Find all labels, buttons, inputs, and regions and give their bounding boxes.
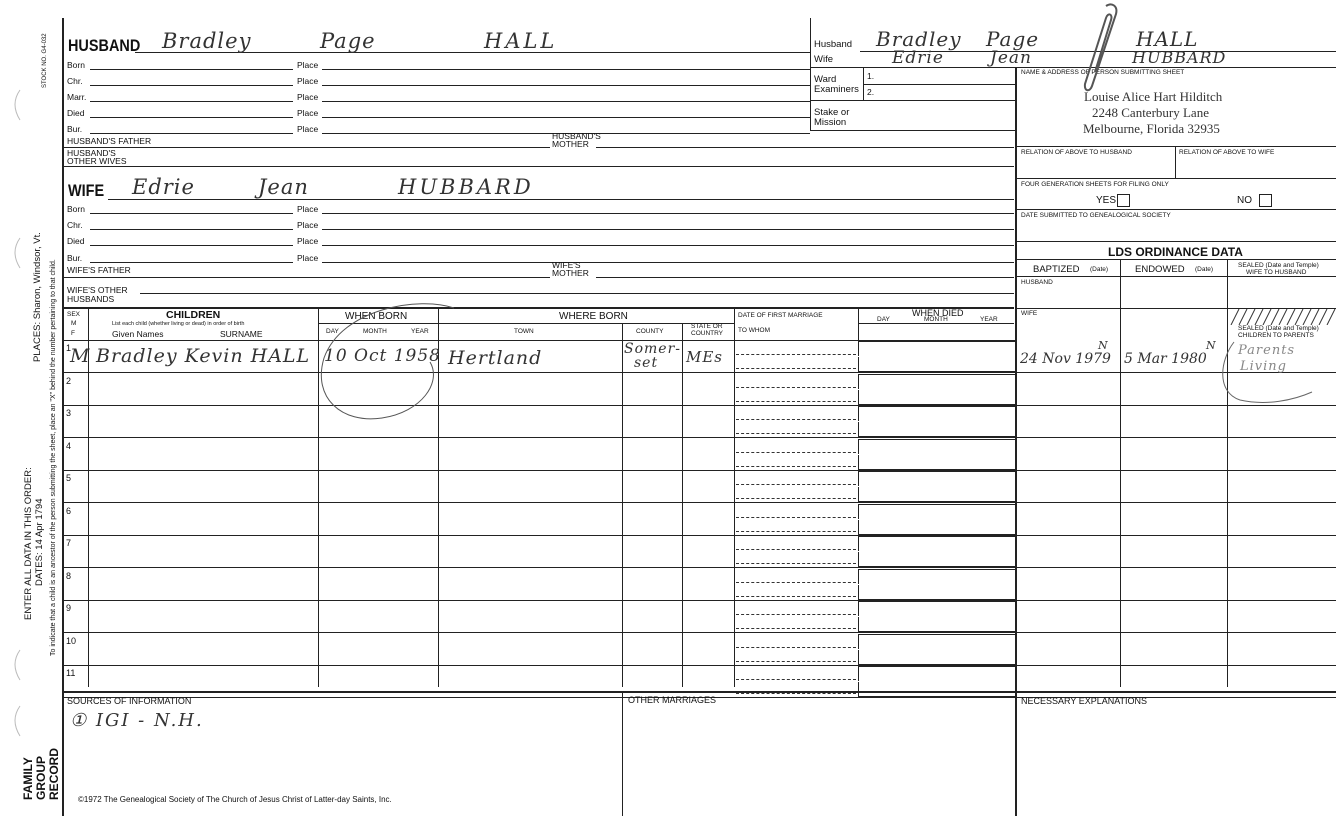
- child-row-line: [62, 437, 1336, 438]
- circle-annotation-icon: [312, 300, 472, 430]
- died-month-label: MONTH: [924, 316, 948, 323]
- to-whom-dash[interactable]: [736, 531, 856, 532]
- child-row-number: 7: [66, 538, 72, 548]
- when-died-bracket[interactable]: [858, 569, 1015, 584]
- wife-given-name[interactable]: Edrie: [132, 175, 195, 199]
- paper-clip-icon: [1082, 2, 1122, 94]
- submitter-label: NAME & ADDRESS OF PERSON SUBMITTING SHEET: [1021, 69, 1185, 76]
- child-row-line: [62, 502, 1336, 503]
- husband-father-label: HUSBAND'S FATHER: [67, 136, 152, 146]
- wife-born-place-label: Place: [297, 204, 319, 214]
- wife-died-date-line[interactable]: [90, 245, 293, 246]
- husband-marr-label: Marr.: [67, 92, 87, 102]
- child-row-line: [62, 372, 1336, 373]
- first-marriage-dash[interactable]: [736, 679, 856, 680]
- when-died-bracket-lower[interactable]: [858, 617, 1015, 632]
- husband-bur-place-label: Place: [297, 124, 319, 134]
- when-died-bracket-lower[interactable]: [858, 390, 1015, 405]
- child-1-endowed-mark: N: [1206, 339, 1217, 352]
- to-whom-dash[interactable]: [736, 498, 856, 499]
- first-marriage-dash[interactable]: [736, 517, 856, 518]
- when-died-bracket[interactable]: [858, 406, 1015, 421]
- wife-name-line: [108, 199, 1014, 200]
- wife-heading: WIFE: [68, 181, 105, 200]
- bracket-annotation-icon: [1212, 340, 1322, 410]
- ancestor-instruction: To indicate that a child is an ancestor of the person submitting the sheet, place an "X" behind the number pertaining to that child.: [50, 259, 57, 656]
- child-row-line: [62, 632, 1336, 633]
- sex-m-label: M: [71, 320, 77, 327]
- four-gen-label: FOUR GENERATION SHEETS FOR FILING ONLY: [1021, 181, 1169, 188]
- child-1-baptized[interactable]: 24 Nov 1979: [1020, 351, 1111, 367]
- date-submitted-bottom-line: [1015, 241, 1336, 242]
- town-label: TOWN: [514, 328, 534, 335]
- when-died-bracket-lower[interactable]: [858, 552, 1015, 567]
- child-row-number: 2: [66, 376, 72, 386]
- four-gen-bottom-line: [1015, 209, 1336, 210]
- husband-middle-name[interactable]: Page: [320, 29, 376, 53]
- husband-mother-label-1: HUSBAND'S: [552, 131, 601, 141]
- to-whom-dash[interactable]: [736, 466, 856, 467]
- header-right-divider: [810, 18, 811, 130]
- lds-header-line: [1015, 276, 1336, 277]
- surname-label: SURNAME: [220, 329, 263, 339]
- when-died-bracket-lower[interactable]: [858, 682, 1015, 697]
- stock-number: STOCK NO. G4-032: [42, 33, 48, 88]
- child-row-line: [62, 600, 1336, 601]
- husband-other-wives-line[interactable]: [62, 166, 1014, 167]
- born-day-label: DAY: [326, 328, 339, 335]
- to-whom-dash[interactable]: [736, 368, 856, 369]
- husband-chr-place-label: Place: [297, 76, 319, 86]
- lds-husband-row-label: HUSBAND: [1021, 279, 1053, 286]
- when-died-bracket[interactable]: [858, 601, 1015, 616]
- wife-other-husbands-label-2: HUSBANDS: [67, 294, 115, 304]
- husband-chr-place-line[interactable]: [322, 85, 810, 86]
- children-instructions: List each child (whether living or dead) in order of birth: [112, 321, 245, 327]
- wife-bur-date-line[interactable]: [90, 262, 293, 263]
- husband-chr-label: Chr.: [67, 76, 83, 86]
- no-label: NO: [1237, 195, 1252, 206]
- child-row-number: 8: [66, 571, 72, 581]
- yes-checkbox[interactable]: [1117, 194, 1130, 207]
- stake-bottom-line: [810, 130, 1015, 131]
- examiners-label: Examiners: [814, 84, 859, 95]
- baptized-date-label: (Date): [1090, 266, 1109, 273]
- child-1-name[interactable]: Bradley Kevin HALL: [96, 345, 311, 367]
- husband-bur-date-line[interactable]: [90, 133, 293, 134]
- yes-label: YES: [1096, 195, 1117, 206]
- when-died-bracket[interactable]: [858, 504, 1015, 519]
- wife-other-husbands-line[interactable]: [140, 293, 1014, 294]
- first-marriage-dash[interactable]: [736, 647, 856, 648]
- hr-husband-label: Husband: [814, 39, 853, 50]
- wife-died-place-label: Place: [297, 236, 319, 246]
- died-year-label: YEAR: [980, 316, 998, 323]
- endowed-date-label: (Date): [1195, 266, 1214, 273]
- child-row-number: 1: [66, 343, 72, 353]
- sex-label: SEX: [67, 311, 81, 318]
- relation-wife-label: RELATION OF ABOVE TO WIFE: [1179, 149, 1275, 156]
- husband-marr-date-line[interactable]: [90, 101, 293, 102]
- to-whom-dash[interactable]: [736, 693, 856, 694]
- child-row-number: 9: [66, 603, 72, 613]
- wife-bur-label: Bur.: [67, 253, 83, 263]
- first-marriage-label: DATE OF FIRST MARRIAGE: [738, 312, 823, 319]
- sealed-wife-label-1: SEALED (Date and Temple): [1238, 262, 1319, 269]
- no-checkbox[interactable]: [1259, 194, 1272, 207]
- husband-surname[interactable]: HALL: [484, 29, 558, 53]
- child-row-line: [62, 535, 1336, 536]
- wife-mother-label-2: MOTHER: [552, 268, 589, 278]
- col-divider-died-header: [858, 307, 859, 340]
- relation-bottom-line: [1015, 178, 1336, 179]
- wife-mother-line[interactable]: [596, 277, 1014, 278]
- relation-husband-label: RELATION OF ABOVE TO HUSBAND: [1021, 149, 1132, 156]
- child-1-sealed-1[interactable]: Parents: [1238, 343, 1296, 358]
- first-marriage-dash[interactable]: [736, 452, 856, 453]
- when-died-bracket-lower[interactable]: [858, 487, 1015, 502]
- children-title: CHILDREN: [166, 309, 221, 321]
- husband-given-name[interactable]: Bradley: [162, 29, 252, 53]
- child-1-born[interactable]: 10 Oct 1958: [324, 346, 441, 366]
- wife-mother-label-1: WIFE'S: [552, 260, 581, 270]
- wife-father-line[interactable]: [62, 277, 550, 278]
- first-marriage-dash[interactable]: [736, 354, 856, 355]
- first-marriage-dash[interactable]: [736, 582, 856, 583]
- wife-chr-label: Chr.: [67, 220, 83, 230]
- wife-middle-name[interactable]: Jean: [258, 175, 309, 199]
- child-row-line: [62, 665, 1336, 666]
- when-died-bracket-lower[interactable]: [858, 585, 1015, 600]
- order-instruction: ENTER ALL DATA IN THIS ORDER:: [23, 467, 34, 620]
- child-row-number: 3: [66, 408, 72, 418]
- child-1-baptized-mark: N: [1098, 339, 1109, 352]
- to-whom-dash[interactable]: [736, 661, 856, 662]
- col-divider-state: [734, 307, 735, 687]
- first-marriage-dash[interactable]: [736, 419, 856, 420]
- where-born-label: WHERE BORN: [559, 311, 628, 322]
- when-died-bracket[interactable]: [858, 374, 1015, 389]
- to-whom-dash[interactable]: [736, 563, 856, 564]
- child-1-county-2[interactable]: set: [634, 355, 659, 371]
- husband-mother-line[interactable]: [596, 147, 1014, 148]
- hr-husband-given[interactable]: Bradley: [876, 27, 962, 51]
- died-day-label: DAY: [877, 316, 890, 323]
- child-row-line: [62, 567, 1336, 568]
- submitter-street[interactable]: 2248 Canterbury Lane: [1092, 105, 1209, 120]
- first-marriage-dash[interactable]: [736, 614, 856, 615]
- when-died-bracket[interactable]: [858, 666, 1015, 681]
- husband-other-wives-label-1: HUSBAND'S: [67, 148, 116, 158]
- husband-died-place-line[interactable]: [322, 117, 810, 118]
- form-title-group: GROUP: [34, 755, 48, 800]
- form-title-family: FAMILY: [21, 757, 35, 800]
- hr-wife-middle[interactable]: Jean: [990, 48, 1032, 68]
- child-row-number: 5: [66, 473, 72, 483]
- when-died-bracket-lower[interactable]: [858, 455, 1015, 470]
- copyright-notice: ©1972 The Genealogical Society of The Church of Jesus Christ of Latter-day Saints, Inc.: [78, 795, 392, 804]
- husband-born-place-label: Place: [297, 60, 319, 70]
- wife-died-place-line[interactable]: [322, 245, 1014, 246]
- examiner-1[interactable]: 1.: [867, 71, 875, 81]
- when-died-bracket[interactable]: [858, 471, 1015, 486]
- husband-died-date-line[interactable]: [90, 117, 293, 118]
- when-died-bracket[interactable]: [858, 634, 1015, 649]
- lds-wife-row-label: WIFE: [1021, 310, 1038, 317]
- examiner-2[interactable]: 2.: [867, 87, 875, 97]
- wife-father-label: WIFE'S FATHER: [67, 265, 131, 275]
- when-died-bracket-lower[interactable]: [858, 520, 1015, 535]
- child-row-number: 4: [66, 441, 72, 451]
- husband-marr-place-label: Place: [297, 92, 319, 102]
- husband-born-date-line[interactable]: [90, 69, 293, 70]
- mission-label: Mission: [814, 117, 847, 128]
- husband-born-place-line[interactable]: [322, 69, 810, 70]
- wife-chr-place-label: Place: [297, 220, 319, 230]
- sealed-children-label-1: SEALED (Date and Temple): [1238, 325, 1319, 332]
- wife-other-husbands-label-1: WIFE'S OTHER: [67, 285, 128, 295]
- state-label-2: COUNTRY: [691, 330, 724, 337]
- born-year-label: YEAR: [411, 328, 429, 335]
- source-entry-1[interactable]: ① IGI - N.H.: [70, 710, 204, 731]
- endowed-label: ENDOWED: [1135, 264, 1185, 275]
- child-row-line: [62, 405, 1336, 406]
- when-born-label: WHEN BORN: [345, 311, 408, 322]
- footer-divider: [622, 691, 623, 816]
- when-died-bracket[interactable]: [858, 341, 1015, 356]
- where-born-subline: [438, 323, 734, 324]
- wife-bur-place-label: Place: [297, 253, 319, 263]
- other-marriages-label: OTHER MARRIAGES: [628, 695, 717, 705]
- explanations-label: NECESSARY EXPLANATIONS: [1021, 696, 1148, 706]
- hr-wife-label: Wife: [814, 54, 833, 65]
- child-1-sealed-2[interactable]: Living: [1240, 359, 1287, 374]
- sealed-hatch-pattern: [1229, 309, 1336, 325]
- when-died-bracket[interactable]: [858, 536, 1015, 551]
- when-died-bracket-lower[interactable]: [858, 650, 1015, 665]
- wife-born-place-line[interactable]: [322, 213, 1014, 214]
- hr-wife-given[interactable]: Edrie: [892, 48, 944, 68]
- examiner-1-line: [863, 84, 1015, 85]
- wife-surname[interactable]: HUBBARD: [398, 175, 534, 199]
- punch-hole-marks: [8, 88, 22, 788]
- to-whom-dash[interactable]: [736, 433, 856, 434]
- hr-wife-surname[interactable]: HUBBARD: [1132, 48, 1227, 67]
- child-row-number: 11: [66, 668, 76, 678]
- child-1-sex[interactable]: M: [70, 345, 91, 367]
- dates-instruction: DATES: 14 Apr 1794: [34, 498, 45, 586]
- right-panel-border: [1015, 67, 1017, 816]
- child-row-number: 10: [66, 636, 77, 646]
- husband-heading: HUSBAND: [68, 36, 141, 55]
- date-submitted-label: DATE SUBMITTED TO GENEALOGICAL SOCIETY: [1021, 212, 1171, 219]
- to-whom-dash[interactable]: [736, 596, 856, 597]
- husband-other-wives-label-2: OTHER WIVES: [67, 156, 127, 166]
- husband-died-place-label: Place: [297, 108, 319, 118]
- when-died-bracket[interactable]: [858, 439, 1015, 454]
- lds-title-line: [1015, 259, 1336, 260]
- sealed-wife-label-2: WIFE TO HUSBAND: [1246, 269, 1307, 276]
- first-marriage-dash[interactable]: [736, 484, 856, 485]
- first-marriage-dash[interactable]: [736, 549, 856, 550]
- stake-label: Stake or: [814, 107, 850, 118]
- husband-chr-date-line[interactable]: [90, 85, 293, 86]
- husband-died-label: Died: [67, 108, 85, 118]
- child-row-line: [62, 470, 1336, 471]
- born-month-label: MONTH: [363, 328, 387, 335]
- relation-divider: [1175, 146, 1176, 178]
- submitter-city[interactable]: Melbourne, Florida 32935: [1083, 121, 1220, 136]
- to-whom-label: TO WHOM: [738, 327, 771, 334]
- to-whom-dash[interactable]: [736, 401, 856, 402]
- lds-title: LDS ORDINANCE DATA: [1108, 245, 1243, 259]
- husband-marr-place-line[interactable]: [322, 101, 810, 102]
- child-1-state[interactable]: MEs: [686, 348, 724, 366]
- state-label-1: STATE OR: [691, 323, 723, 330]
- places-instruction: PLACES: Sharon, Windsor, Vt.: [32, 232, 43, 362]
- hr-wife-line: [810, 67, 1336, 68]
- husband-born-label: Born: [67, 60, 85, 70]
- husband-father-line[interactable]: [62, 147, 550, 148]
- sources-label: SOURCES OF INFORMATION: [67, 696, 192, 706]
- submitter-name[interactable]: Louise Alice Hart Hilditch: [1084, 89, 1223, 104]
- first-marriage-dash[interactable]: [736, 387, 856, 388]
- when-died-subline: [858, 323, 1014, 324]
- wife-died-label: Died: [67, 236, 85, 246]
- wife-born-date-line[interactable]: [90, 213, 293, 214]
- wife-born-label: Born: [67, 204, 85, 214]
- wife-chr-place-line[interactable]: [322, 229, 1014, 230]
- child-1-county-1[interactable]: Somer-: [624, 341, 682, 357]
- form-title-record: RECORD: [47, 747, 61, 800]
- child-1-endowed[interactable]: 5 Mar 1980: [1124, 351, 1207, 367]
- county-label: COUNTY: [636, 328, 664, 335]
- sex-f-label: F: [71, 330, 75, 337]
- when-died-bracket-lower[interactable]: [858, 357, 1015, 372]
- baptized-label: BAPTIZED: [1033, 264, 1080, 275]
- footer-top-line: [62, 691, 1336, 693]
- ward-label: Ward: [814, 74, 837, 85]
- wife-bur-place-line[interactable]: [322, 262, 1014, 263]
- when-died-bracket-lower[interactable]: [858, 422, 1015, 437]
- husband-mother-label-2: MOTHER: [552, 139, 589, 149]
- lds-col-divider-1: [1120, 259, 1121, 687]
- lds-col-divider-2: [1227, 259, 1228, 687]
- wife-chr-date-line[interactable]: [90, 229, 293, 230]
- when-died-label: WHEN DIED: [912, 308, 964, 318]
- husband-bur-label: Bur.: [67, 124, 83, 134]
- child-row-number: 6: [66, 506, 72, 516]
- to-whom-dash[interactable]: [736, 628, 856, 629]
- given-names-label: Given Names: [112, 329, 164, 339]
- child-1-town[interactable]: Hertland: [448, 347, 543, 369]
- hr-husband-middle[interactable]: Page: [986, 27, 1040, 51]
- ward-bottom-line: [810, 100, 1015, 101]
- sealed-children-label-2: CHILDREN TO PARENTS: [1238, 332, 1314, 339]
- hr-husband-surname[interactable]: HALL: [1136, 27, 1199, 51]
